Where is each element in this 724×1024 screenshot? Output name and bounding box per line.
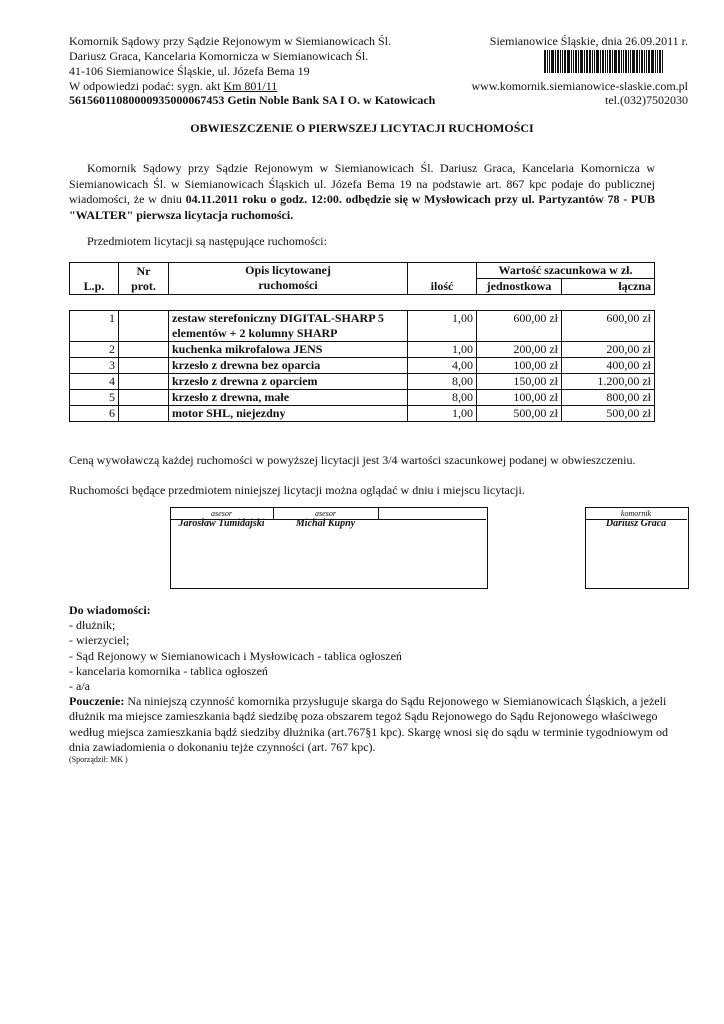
barcode-bar: [632, 50, 635, 73]
row-total-value: 400,00 zł: [562, 358, 655, 374]
table-row: [70, 374, 655, 390]
row-total-value: 200,00 zł: [562, 342, 655, 358]
row-lp: 6: [70, 406, 119, 422]
barcode-bar: [602, 50, 604, 73]
barcode-bar: [584, 50, 585, 73]
barcode-bar: [639, 50, 640, 73]
reply-prefix: W odpowiedzi podać: sygn. akt: [69, 79, 224, 93]
website: www.komornik.siemianowice-slaskie.com.pl: [471, 79, 688, 93]
barcode-bar: [612, 50, 613, 73]
barcode-bar: [651, 50, 654, 73]
table-header: [69, 262, 655, 295]
distribution-item: - dłużnik;: [69, 618, 116, 633]
barcode-bar: [594, 50, 595, 73]
row-quantity: 4,00: [408, 358, 477, 374]
row-lp: 5: [70, 390, 119, 406]
row-nr: [119, 342, 169, 358]
bank-account: 56156011080000935000067453 Getin Noble Bank SA I O. w Katowicach: [69, 93, 436, 107]
table-row: [70, 342, 655, 358]
row-total-value: 500,00 zł: [562, 406, 655, 422]
intro-paragraph: [69, 161, 655, 223]
viewing-note: Ruchomości będące przedmiotem niniejszej licytacji można oglądać w dniu i miejscu licytacji.: [69, 483, 525, 497]
row-description: krzesło z drewna, małe: [169, 390, 408, 406]
barcode: [544, 50, 688, 73]
row-unit-value: 500,00 zł: [477, 406, 562, 422]
row-quantity: 8,00: [408, 374, 477, 390]
instruction-label: Pouczenie:: [69, 694, 125, 709]
header-ilosc: ilość: [408, 263, 477, 295]
signature-asesor-2: [273, 509, 378, 530]
row-description: zestaw sterefoniczny DIGITAL-SHARP 5 elementów + 2 kolumny SHARP: [169, 311, 408, 342]
signature-name: Michał Kupny: [295, 518, 356, 529]
distribution-item: - Sąd Rejonowy w Siemianowicach i Mysłowicach - tablica ogłoszeń: [69, 648, 402, 663]
row-lp: 1: [70, 311, 119, 342]
row-nr: [119, 358, 169, 374]
row-nr: [119, 374, 169, 390]
barcode-bar: [636, 50, 638, 73]
case-number: Km 801/11: [223, 79, 278, 93]
barcode-bar: [557, 50, 559, 73]
row-lp: 4: [70, 374, 119, 390]
barcode-bar: [575, 50, 577, 73]
barcode-bar: [551, 50, 554, 73]
barcode-bar: [567, 50, 570, 73]
signature-name: Jarosław Tumidajski: [178, 518, 265, 529]
row-total-value: 800,00 zł: [562, 390, 655, 406]
signature-name: Dariusz Graca: [605, 518, 667, 529]
row-unit-value: 100,00 zł: [477, 390, 562, 406]
barcode-bar: [578, 50, 579, 73]
header-lp: L.p.: [70, 263, 119, 295]
barcode-bar: [659, 50, 661, 73]
barcode-bar: [562, 50, 563, 73]
row-quantity: 1,00: [408, 311, 477, 342]
row-quantity: 8,00: [408, 390, 477, 406]
barcode-bar: [609, 50, 611, 73]
row-unit-value: 100,00 zł: [477, 358, 562, 374]
barcode-bar: [571, 50, 572, 73]
header-wartosc: Wartość szacunkowa w zł.: [477, 263, 655, 279]
signature-divider: [378, 507, 379, 519]
row-description: kuchenka mikrofalowa JENS: [169, 342, 408, 358]
barcode-bar: [630, 50, 631, 73]
row-quantity: 1,00: [408, 406, 477, 422]
header-opis: Opis licytowanej ruchomości: [169, 263, 408, 295]
barcode-bar: [544, 50, 546, 73]
office-line-3: 41-106 Siemianowice Śląskie, ul. Józefa Bema 19: [69, 64, 310, 78]
prepared-by: (Sporządził: MK ): [69, 755, 128, 765]
phone: tel.(032)7502030: [605, 93, 688, 107]
distribution-item: - a/a: [69, 679, 90, 694]
barcode-bar: [657, 50, 658, 73]
row-lp: 3: [70, 358, 119, 374]
barcode-bar: [555, 50, 556, 73]
barcode-bar: [618, 50, 620, 73]
row-lp: 2: [70, 342, 119, 358]
row-description: krzesło z drewna bez oparcia: [169, 358, 408, 374]
barcode-bar: [564, 50, 566, 73]
barcode-bar: [607, 50, 608, 73]
row-nr: [119, 406, 169, 422]
signature-asesor-1: [170, 509, 273, 530]
barcode-bar: [589, 50, 591, 73]
barcode-bar: [644, 50, 645, 73]
signature-komornik: [585, 509, 687, 530]
intro-text: Komornik Sądowy przy Sądzie Rejonowym w Siemianowicach Śl. Dariusz Graca, Kancelaria Komornicza w Siemianowicach Śl. w Siemianowicach Śląskich ul. Józefa Bema 19 na podstawie art. 867 kpc podaje do publicznej wiadomości, że w dniu: [69, 161, 655, 206]
row-unit-value: 150,00 zł: [477, 374, 562, 390]
barcode-bar: [596, 50, 599, 73]
distribution-item: - wierzyciel;: [69, 633, 130, 648]
row-nr: [119, 390, 169, 406]
price-note: Ceną wywoławczą każdej ruchomości w powyższej licytacji jest 3/4 wartości szacunkowej podanej w obwieszczeniu.: [69, 453, 636, 467]
items-table: [69, 310, 655, 422]
row-quantity: 1,00: [408, 342, 477, 358]
distribution-heading: Do wiadomości:: [69, 603, 151, 617]
signature-role: asesor: [211, 509, 232, 518]
row-nr: [119, 311, 169, 342]
subject-line: Przedmiotem licytacji są następujące ruchomości:: [87, 234, 327, 248]
barcode-bar: [580, 50, 583, 73]
row-description: krzesło z drewna z oparciem: [169, 374, 408, 390]
signature-role: komornik: [620, 509, 652, 518]
header-jednostkowa: jednostkowa: [477, 279, 562, 295]
barcode-bar: [625, 50, 627, 73]
distribution-item: - kancelaria komornika - tablica ogłoszeń: [69, 663, 268, 678]
barcode-bar: [592, 50, 593, 73]
barcode-bar: [549, 50, 550, 73]
table-row: [70, 406, 655, 422]
barcode-bar: [641, 50, 643, 73]
distribution-section: [69, 603, 669, 765]
barcode-bar: [646, 50, 647, 73]
barcode-bar: [655, 50, 656, 73]
barcode-bar: [586, 50, 588, 73]
table-row: [70, 390, 655, 406]
barcode-bar: [628, 50, 629, 73]
place-date: Siemianowice Śląskie, dnia 26.09.2011 r.: [489, 34, 688, 48]
table-row: [70, 358, 655, 374]
barcode-bar: [605, 50, 606, 73]
office-line-1: Komornik Sądowy przy Sądzie Rejonowym w Siemianowicach Śl.: [69, 34, 391, 48]
row-total-value: 600,00 zł: [562, 311, 655, 342]
intro-auction-details: 04.11.2011 roku o godz. 12:00. odbędzie się w Mysłowicach przy ul. Partyzantów 78 - PUB "WALTER" pierwsza licytacja ruchomości.: [69, 192, 655, 222]
table-row: [70, 311, 655, 342]
header-nr: Nr prot.: [119, 263, 169, 295]
office-line-2: Dariusz Graca, Kancelaria Komornicza w Siemianowicach Śl.: [69, 49, 369, 63]
barcode-bar: [573, 50, 574, 73]
header-laczna: łączna: [562, 279, 655, 295]
barcode-bar: [648, 50, 650, 73]
row-unit-value: 200,00 zł: [477, 342, 562, 358]
instruction-paragraph: [69, 694, 669, 755]
barcode-bar: [662, 50, 663, 73]
barcode-bar: [600, 50, 601, 73]
row-unit-value: 600,00 zł: [477, 311, 562, 342]
barcode-bar: [614, 50, 617, 73]
barcode-bar: [621, 50, 622, 73]
barcode-bar: [623, 50, 624, 73]
row-total-value: 1.200,00 zł: [562, 374, 655, 390]
reply-reference: [69, 80, 277, 94]
barcode-bar: [547, 50, 548, 73]
page-title: OBWIESZCZENIE O PIERWSZEJ LICYTACJI RUCHOMOŚCI: [190, 121, 534, 135]
row-description: motor SHL, niejezdny: [169, 406, 408, 422]
instruction-text: Na niniejszą czynność komornika przysługuje skarga do Sądu Rejonowego w Siemianowicach Śląskich, a jeżeli dłużnik ma miejsce zamieszkania bądź siedzibę poza obszarem tegoż Sądu Rejonowego do Sądu Rejonowego właściwego według miejsca zamieszkania bądź siedziby dłużnika (art.767§1 kpc). Skargę wnosi się do sądu w terminie tygodniowym od dnia zawiadomienia o dokonaniu tejże czynności (art. 767 kpc).: [69, 694, 668, 754]
barcode-bar: [560, 50, 561, 73]
signature-role: asesor: [315, 509, 336, 518]
